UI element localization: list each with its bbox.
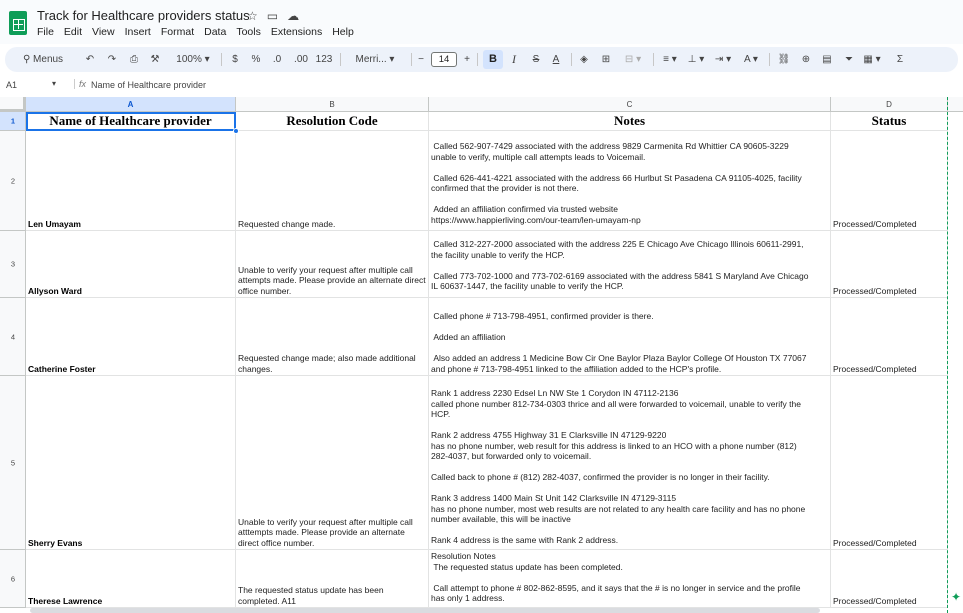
table-cell-name[interactable] (26, 550, 236, 608)
increase-decimal-button[interactable]: .00 (294, 54, 308, 65)
insert-link-icon[interactable]: ⛓ (777, 54, 791, 65)
header-cell-notes[interactable]: Notes (429, 112, 831, 131)
move-folder-icon[interactable]: ▭ (266, 9, 279, 23)
cell-text: Therese Lawrence (28, 595, 103, 606)
font-size-increase-icon[interactable]: + (464, 54, 470, 65)
number-format-button[interactable]: 123 (315, 54, 333, 65)
insert-chart-icon[interactable]: ▤ (822, 54, 832, 65)
horizontal-scrollbar[interactable] (30, 608, 820, 613)
cell-text: Catherine Foster (28, 363, 96, 374)
table-cell-notes[interactable] (429, 131, 831, 231)
header-cell-status[interactable]: Status (831, 112, 948, 131)
font-size-input[interactable]: 14 (431, 52, 457, 67)
column-header-b[interactable]: B (236, 97, 429, 112)
select-all-corner[interactable] (0, 97, 26, 112)
cell-text: Processed/Completed (833, 363, 917, 374)
table-cell-name[interactable] (26, 298, 236, 376)
text-rotation-icon[interactable]: A ▾ (744, 54, 758, 65)
row-number: 4 (10, 332, 16, 341)
vertical-align-icon[interactable]: ⊥ ▾ (687, 54, 705, 65)
table-cell-notes[interactable] (429, 550, 831, 608)
row-header[interactable] (0, 112, 26, 131)
table-cell-name[interactable] (26, 231, 236, 298)
font-size-decrease-icon[interactable]: − (418, 54, 424, 65)
fill-handle[interactable] (233, 128, 239, 134)
title-bar (0, 0, 963, 44)
redo-icon[interactable]: ↷ (107, 54, 117, 65)
cell-text: The requested status update has been completed. A11 (238, 585, 384, 606)
font-select[interactable]: Merri... ▾ (355, 54, 395, 65)
row-header[interactable] (0, 131, 26, 231)
column-header-d[interactable]: D (831, 97, 948, 112)
spreadsheet-grid (0, 97, 963, 613)
column-header-c[interactable]: C (429, 97, 831, 112)
row-number: 1 (10, 116, 16, 126)
menu-insert[interactable]: Insert (124, 26, 151, 38)
cell-text: Processed/Completed (833, 595, 917, 606)
explore-icon[interactable]: ✦ (951, 590, 962, 604)
star-icon[interactable]: ☆ (247, 9, 258, 23)
table-cell-name[interactable] (26, 131, 236, 231)
cell-text: Processed/Completed (833, 285, 917, 296)
table-cell-status[interactable] (831, 376, 948, 550)
table-cell-notes[interactable] (429, 298, 831, 376)
table-cell-code[interactable] (236, 550, 429, 608)
cell-text: Resolution Notes The requested status update has been completed. Call attempt to phone # 802-862-8595, and it says that the # is no longer in service and the profile has only 1 address. (431, 551, 801, 603)
cell-text: Unable to verify your request after multiple call attempts made. Please provide an alternate direct office number. (238, 264, 426, 296)
title-actions (247, 9, 299, 23)
document-title[interactable]: Track for Healthcare providers status (37, 8, 250, 23)
menu-format[interactable]: Format (160, 26, 195, 38)
search-icon: ⚲ (22, 54, 31, 65)
filter-icon[interactable]: ⏷ (845, 54, 853, 65)
formula-bar (0, 76, 963, 96)
row-header[interactable] (0, 550, 26, 608)
cell-text: Len Umayam (28, 218, 81, 229)
table-cell-code[interactable] (236, 298, 429, 376)
fill-color-icon[interactable]: ◈ (580, 54, 588, 65)
row-number: 2 (10, 176, 16, 185)
name-box-dropdown-icon[interactable]: ▾ (52, 79, 57, 88)
functions-icon[interactable]: Σ (896, 54, 904, 65)
cell-text: Processed/Completed (833, 537, 917, 548)
cell-text: Called 312-227-2000 associated with the address 225 E Chicago Ave Chicago Illinois 60611-2991, the facility unable to verify the HCP. Called 773-702-1000 and 773-702-6169 associated with the address 5841 S Maryland Ave Chicago IL 60637-1447, the facility unable to verify the HCP. (431, 239, 809, 291)
print-icon[interactable]: ⎙ (130, 54, 138, 65)
table-cell-code[interactable] (236, 231, 429, 298)
table-cell-name[interactable] (26, 376, 236, 550)
borders-icon[interactable]: ⊞ (601, 54, 611, 65)
cell-text: Unable to verify your request after multiple call atttempts made. Please provide an alternate direct office number. (238, 516, 413, 548)
insert-comment-icon[interactable]: ⊕ (801, 54, 811, 65)
menus-label: Menus (33, 54, 64, 65)
row-header[interactable] (0, 298, 26, 376)
header-cell-name[interactable]: Name of Healthcare provider (26, 112, 236, 131)
menu-file[interactable]: File (37, 26, 54, 38)
table-cell-status[interactable] (831, 131, 948, 231)
cell-text: Requested change made. (238, 218, 336, 229)
menu-help[interactable]: Help (332, 26, 354, 38)
fx-icon: fx (74, 79, 86, 89)
header-cell-resolution-code[interactable]: Resolution Code (236, 112, 429, 131)
row-number: 3 (10, 259, 16, 269)
row-number: 6 (10, 574, 16, 583)
zoom-select[interactable]: 100% ▾ (176, 54, 210, 65)
column-header-a[interactable]: A (26, 97, 236, 112)
currency-format-button[interactable]: $ (232, 54, 238, 65)
table-cell-status[interactable] (831, 550, 948, 608)
horizontal-align-icon[interactable]: ≡ ▾ (663, 54, 677, 65)
percent-format-button[interactable]: % (251, 54, 261, 65)
bold-button[interactable]: B (483, 50, 503, 69)
name-box[interactable]: A1 (6, 80, 18, 90)
text-color-button[interactable]: A (552, 54, 560, 65)
table-cell-notes[interactable] (429, 376, 831, 550)
table-cell-status[interactable] (831, 298, 948, 376)
italic-button[interactable]: I (512, 52, 516, 66)
table-cell-code[interactable] (236, 376, 429, 550)
menu-extensions[interactable]: Extensions (270, 26, 323, 38)
menus-search[interactable] (13, 47, 73, 72)
undo-icon[interactable]: ↶ (85, 54, 95, 65)
row-number: 5 (10, 458, 16, 467)
text-wrapping-icon[interactable]: ⇥ ▾ (714, 54, 732, 65)
paint-format-icon[interactable]: ⚒ (150, 54, 160, 65)
cell-text: Rank 1 address 2230 Edsel Ln NW Ste 1 Corydon IN 47112-2136 called phone number 812-734-0303 thrice and all were forwarded to voicemail, unable to verify the HCP. Rank 2 address 4755 Highway 31 E Clarksville IN 47129-9220 has no phone number, web result for this address is linked to an HCO with a phone number (812) 282-4037, but forwarded only to voicemail. Called back to phone # (812) 282-4037, confirmed the provider is no longer in their facility. Rank 3 address 1400 Main St Unit 142 Clarksville IN 47129-3115 has no phone number, most web results are not related to any health care facility and has no phone number available, this will be inactive Rank 4 address is the same with Rank 2 address. (431, 388, 806, 545)
strikethrough-button[interactable]: S (532, 54, 540, 65)
toolbar (5, 47, 958, 72)
filter-views-icon[interactable]: ▦ ▾ (863, 54, 881, 65)
row-header[interactable] (0, 376, 26, 550)
row-header[interactable] (0, 231, 26, 298)
cell-text: Processed/Completed (833, 218, 917, 229)
decrease-decimal-button[interactable]: .0 (272, 54, 282, 65)
menu-view[interactable]: View (92, 26, 115, 38)
menu-data[interactable]: Data (204, 26, 227, 38)
table-cell-status[interactable] (831, 231, 948, 298)
menu-edit[interactable]: Edit (63, 26, 83, 38)
cell-text: Called phone # 713-798-4951, confirmed provider is there. Added an affiliation Also added an address 1 Medicine Bow Cir One Baylor Plaza Baylor College Of Houston TX 77067 and phone # 713-798-4951 linked to the affiliation added to the HCP's profile. (431, 311, 807, 374)
menu-tools[interactable]: Tools (236, 26, 261, 38)
print-area-boundary (947, 97, 948, 613)
table-cell-notes[interactable] (429, 231, 831, 298)
merge-cells-icon[interactable]: ⊟ ▾ (624, 54, 642, 65)
cell-text: Sherry Evans (28, 537, 83, 548)
cell-text: Allyson Ward (28, 285, 82, 296)
menu-bar (37, 26, 354, 38)
sheets-logo-icon[interactable] (9, 11, 27, 35)
cell-text: Requested change made; also made additional changes. (238, 353, 416, 374)
cloud-status-icon[interactable]: ☁ (287, 9, 300, 23)
cell-text: Called 562-907-7429 associated with the address 9829 Carmenita Rd Whittier CA 90605-3229 unable to verify, multiple call attempts leads to Voicemail. Called 626-441-4221 associated with the address 66 Hurlbut St Pasadena CA 91105-4025, facility confirmed that the provider is not there. Added an affiliation confirmed via trusted website https://www.happierliving.com/our-team/len-umayam-np (431, 141, 802, 225)
formula-input[interactable]: Name of Healthcare provider (91, 80, 207, 90)
table-cell-code[interactable] (236, 131, 429, 231)
font-value: Merri... (355, 54, 387, 65)
column-header-e[interactable] (948, 97, 963, 112)
zoom-value: 100% (176, 54, 202, 65)
